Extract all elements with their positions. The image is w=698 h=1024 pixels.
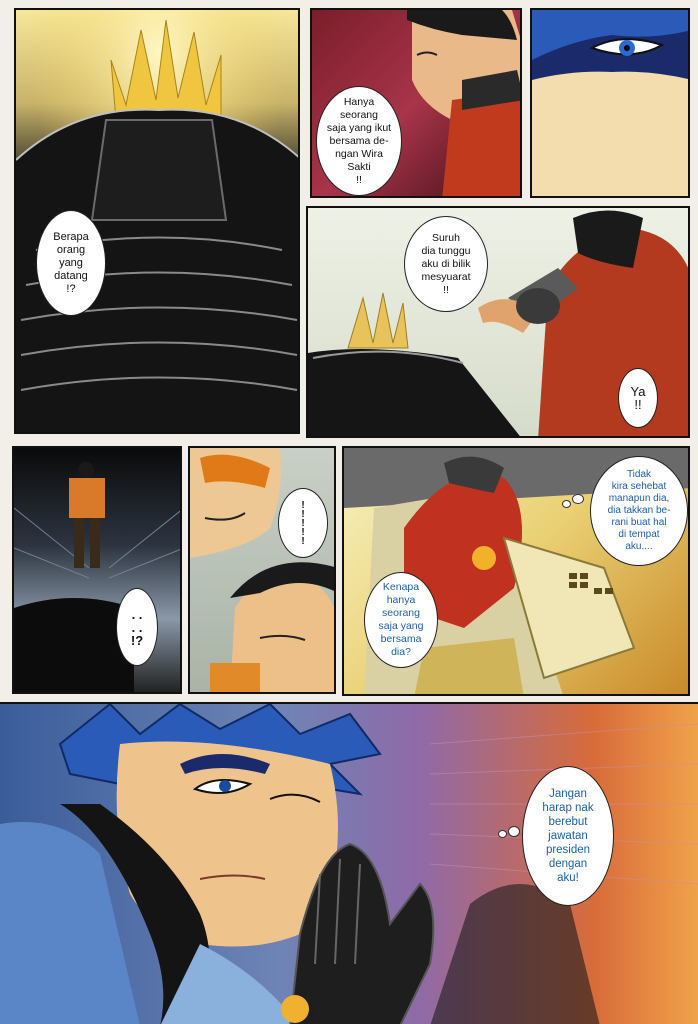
thought-bubble-no-matter-how-strong: Tidak kira sehebat manapun dia, dia takkan be- rani buat hal di tempat aku.... [590, 456, 688, 566]
speech-bubble-only-one: Hanya seorang saja yang ikut bersama de- ngan Wira Sakti !! [316, 86, 402, 196]
panel-blue-hair-man [0, 702, 698, 1024]
speech-bubble-ellipsis-question: . . . . !? [116, 588, 158, 666]
speech-bubble-exclamations: ! ! ! ! ! [278, 488, 328, 558]
panel-red-suit-profile [310, 8, 522, 198]
thought-dot-2 [562, 500, 571, 508]
thought-dot-3 [508, 826, 520, 837]
two-faces-illustration [190, 448, 336, 694]
panel-control-room [342, 446, 690, 696]
corridor-illustration [14, 448, 182, 694]
thought-dot-4 [498, 830, 507, 838]
page-number: 14 [316, 1010, 328, 1021]
thought-bubble-dont-compete-president: Jangan harap nak berebut jawatan presiden dengan aku! [522, 766, 614, 906]
panel-armored-figure [14, 8, 300, 434]
panel-two-faces [188, 446, 336, 694]
panel-corridor-walk [12, 446, 182, 694]
thought-bubble-why-only-one: Kenapa hanya seorang saja yang bersama dia? [364, 572, 438, 668]
thought-dot-1 [572, 494, 584, 504]
speech-bubble-how-many: Berapa orang yang datang !? [36, 210, 106, 316]
speech-bubble-wait-meeting-room: Suruh dia tunggu aku di bilik mesyuarat !! [404, 216, 488, 312]
panel-man-saluting [306, 206, 690, 438]
panel-eye-closeup [530, 8, 690, 198]
speech-bubble-yes: Ya !! [618, 368, 658, 428]
eye-closeup-illustration [532, 10, 690, 198]
